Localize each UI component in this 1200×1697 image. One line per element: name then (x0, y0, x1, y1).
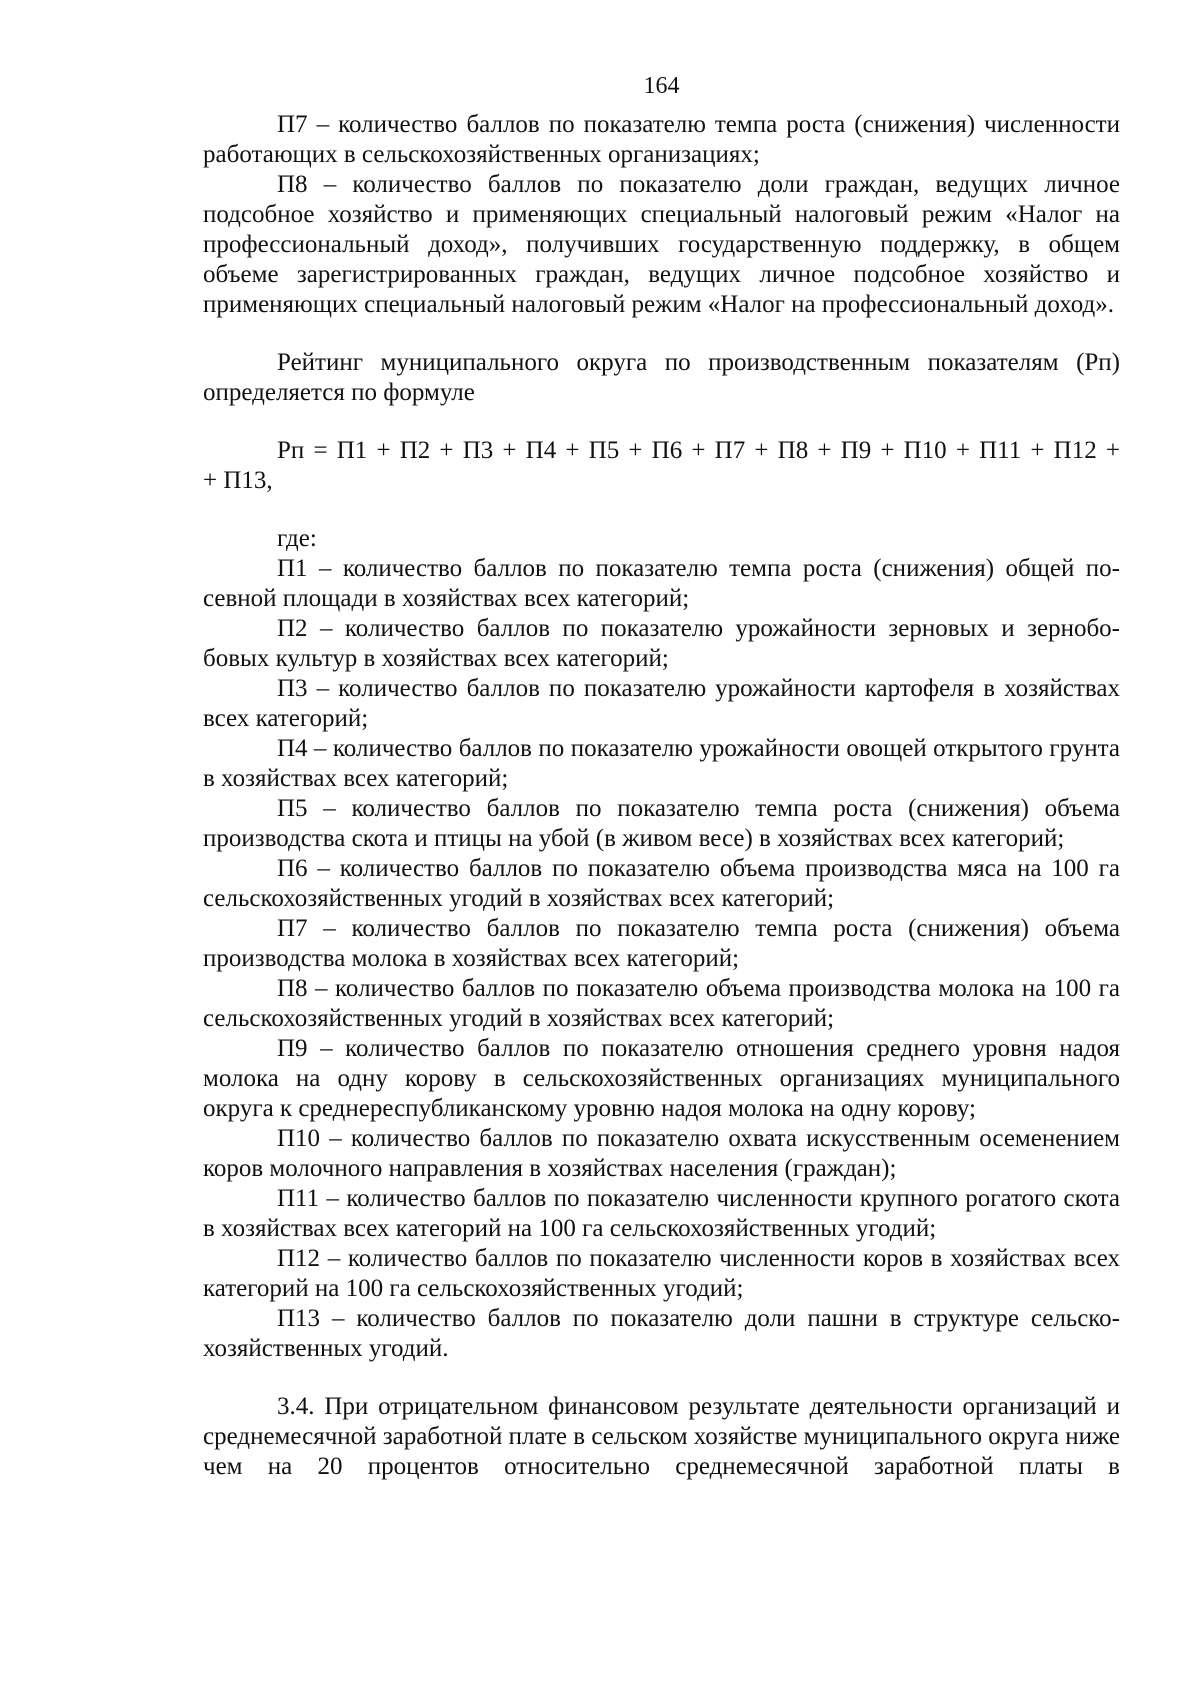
paragraph-rating-intro: Рейтинг муниципального округа по производственным показателям (Рп) определяется по формуле (203, 349, 1120, 406)
paragraph-p8-households: П8 – количество баллов по показателю доли граждан, ведущих личное подсобное хозяйство и применяющих специальный налоговый режим «Налог на профессиональный доход», получивших государственную поддержку, в общем объеме зарегистрированных граждан, ведущих личное подсобное хозяйство и применяющих специальный налоговый режим «Налог на профессиональный доход». (203, 171, 1120, 318)
definition-p11: П11 – количество баллов по показателю численности крупного рогатого скота в хозяйствах всех категорий на 100 га сельскохозяйственных угодий; (203, 1185, 1120, 1242)
spacer (203, 408, 1120, 436)
definition-p8: П8 – количество баллов по показателю объема производства молока на 100 га сельскохозяйственных угодий в хозяйствах всех категорий; (203, 975, 1120, 1032)
definition-p4: П4 – количество баллов по показателю урожайности овощей открытого грунта в хозяйствах всех категорий; (203, 735, 1120, 792)
paragraph-p7-workers: П7 – количество баллов по показателю темпа роста (снижения) численности работающих в сельскохозяйственных организациях; (203, 111, 1120, 168)
document-body (203, 110, 1120, 1482)
definition-p10: П10 – количество баллов по показателю охвата искусственным осеменением коров молочного направления в хозяйствах населения (граждан); (203, 1125, 1120, 1182)
definition-p12: П12 – количество баллов по показателю численности коров в хозяйствах всех категорий на 100 га сельскохозяйственных угодий; (203, 1245, 1120, 1302)
spacer (203, 1364, 1120, 1392)
page-number: 164 (643, 73, 680, 99)
definition-p6: П6 – количество баллов по показателю объема производства мяса на 100 га сельскохозяйственных угодий в хозяйствах всех категорий; (203, 855, 1120, 912)
definition-p2: П2 – количество баллов по показателю урожайности зерновых и зернобобовых культур в хозяйствах всех категорий; (203, 615, 1120, 672)
section-3-4: 3.4. При отрицательном финансовом результате деятельности организаций и среднемесячной заработной плате в сельском хозяйстве муниципального округа ниже чем на 20 процентов относительно среднемесячной заработной платы в (203, 1393, 1120, 1480)
definition-p7: П7 – количество баллов по показателю темпа роста (снижения) объема производства молока в хозяйствах всех категорий; (203, 915, 1120, 972)
spacer (203, 496, 1120, 524)
definition-p13: П13 – количество баллов по показателю доли пашни в структуре сельскохозяйственных угодий. (203, 1305, 1120, 1362)
where-label: где: (277, 525, 317, 552)
formula-line-1: Рп = П1 + П2 + П3 + П4 + П5 + П6 + П7 + П8 + П9 + П10 + П11 + П12 + (277, 437, 1120, 464)
spacer (203, 320, 1120, 348)
formula-line-2: + П13, (203, 467, 273, 494)
definition-p1: П1 – количество баллов по показателю темпа роста (снижения) общей посевной площади в хозяйствах всех категорий; (203, 555, 1120, 612)
definition-p5: П5 – количество баллов по показателю темпа роста (снижения) объема производства скота и птицы на убой (в живом весе) в хозяйствах всех категорий; (203, 795, 1120, 852)
definition-p3: П3 – количество баллов по показателю урожайности картофеля в хозяйствах всех категорий; (203, 675, 1120, 732)
definition-p9: П9 – количество баллов по показателю отношения среднего уровня надоя молока на одну корову в сельскохозяйственных организациях муниципального округа к среднереспубликанскому уровню надоя молока на одну корову; (203, 1035, 1120, 1122)
